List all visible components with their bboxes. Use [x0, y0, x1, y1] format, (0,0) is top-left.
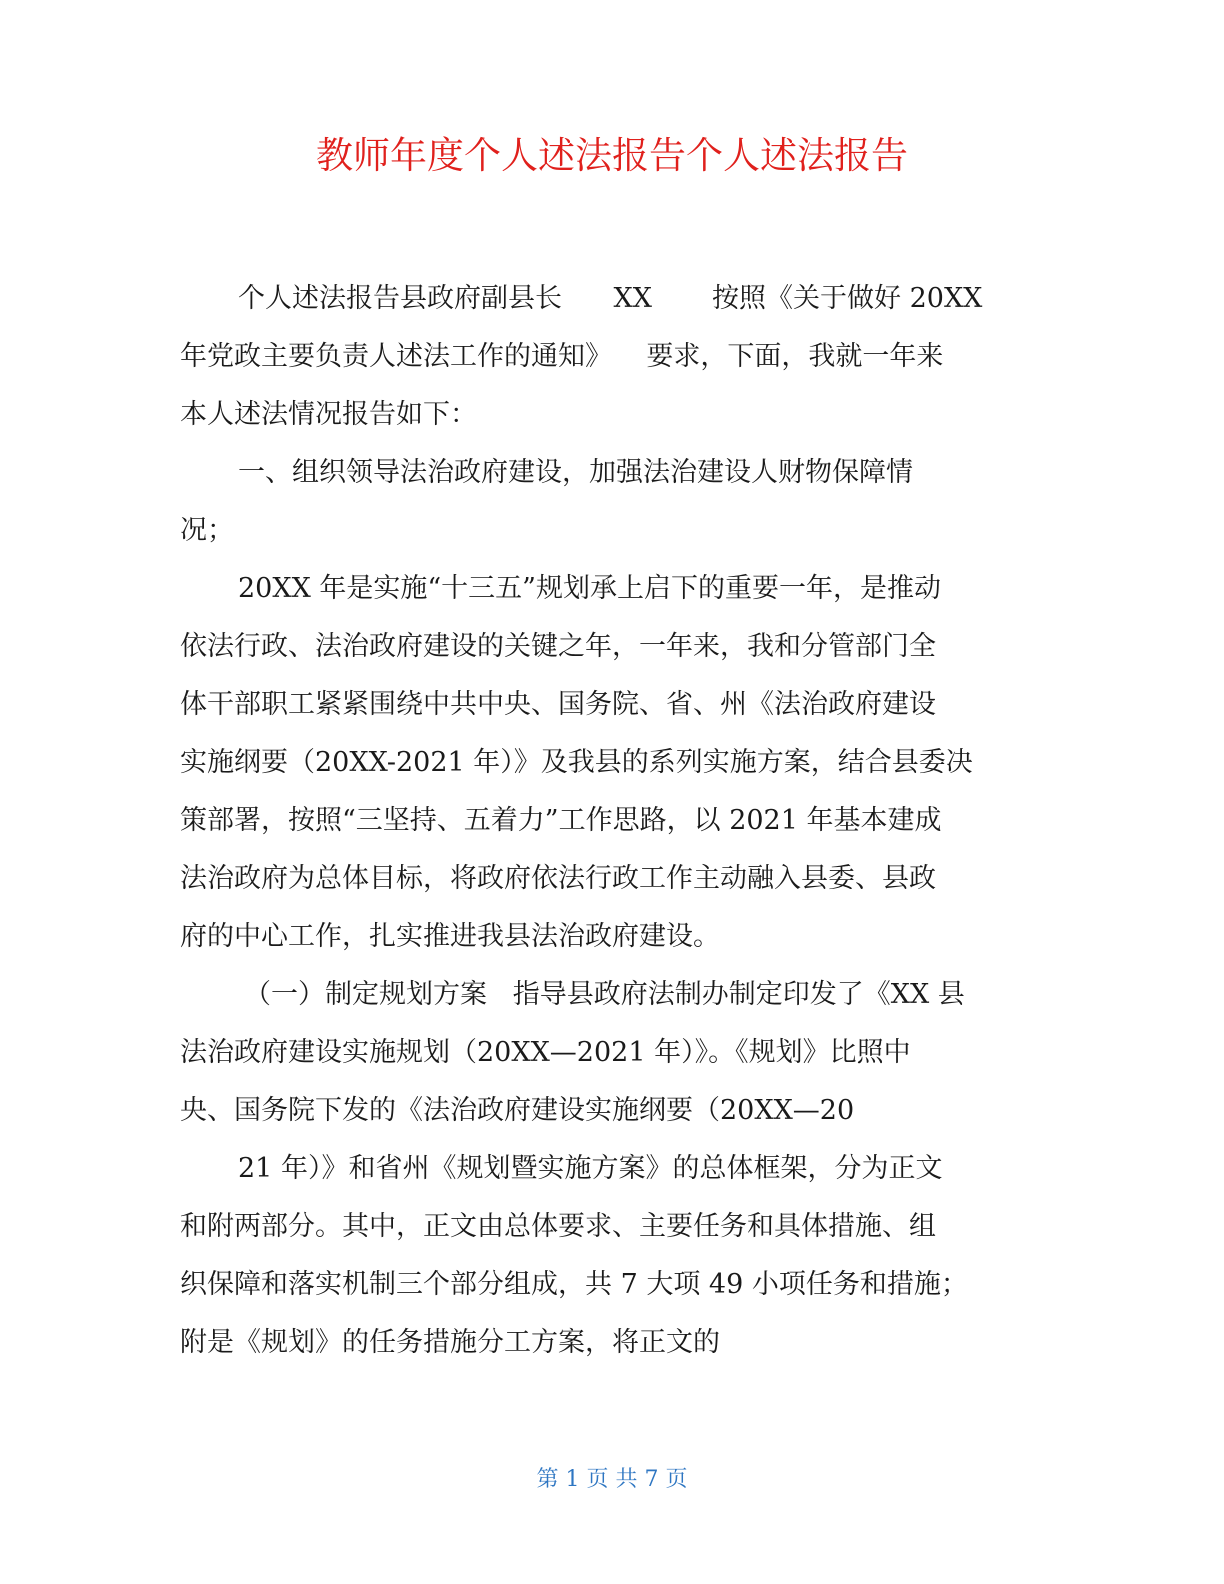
paragraph-line: 法治政府为总体目标，将政府依法行政工作主动融入县委、县政 [180, 863, 936, 894]
paragraph-line: 织保障和落实机制三个部分组成，共 7 大项 49 小项任务和措施； [180, 1269, 968, 1300]
paragraph-line: 和附两部分。其中，正文由总体要求、主要任务和具体措施、组 [180, 1211, 936, 1242]
paragraph-line: 21 年）》和省州《规划暨实施方案》的总体框架，分为正文 [238, 1153, 943, 1184]
paragraph-line: 况； [180, 515, 234, 546]
paragraph-line: 20XX 年是实施“十三五”规划承上启下的重要一年，是推动 [238, 573, 941, 604]
page-number: 第 1 页 共 7 页 [536, 1467, 688, 1492]
document-title: 教师年度个人述法报告个人述法报告 [316, 134, 908, 177]
paragraph-line: 实施纲要（20XX-2021 年）》及我县的系列实施方案，结合县委决 [180, 747, 973, 778]
paragraph-line: 策部署，按照“三坚持、五着力”工作思路，以 2021 年基本建成 [180, 805, 942, 836]
paragraph-line: 一、组织领导法治政府建设，加强法治建设人财物保障情 [238, 457, 913, 488]
paragraph-line: （一）制定规划方案 指导县政府法制办制定印发了《XX 县 [244, 979, 965, 1010]
paragraph-line: 府的中心工作，扎实推进我县法治政府建设。 [180, 921, 720, 952]
paragraph-line: 体干部职工紧紧围绕中共中央、国务院、省、州《法治政府建设 [180, 689, 936, 720]
paragraph-line: 个人述法报告县政府副县长 XX 按照《关于做好 20XX [238, 283, 983, 314]
paragraph-line: 本人述法情况报告如下： [180, 399, 477, 430]
paragraph-line: 央、国务院下发的《法治政府建设实施纲要（20XX—20 [180, 1095, 855, 1126]
paragraph-line: 附是《规划》的任务措施分工方案，将正文的 [180, 1327, 720, 1358]
paragraph-line: 年党政主要负责人述法工作的通知》 要求，下面，我就一年来 [180, 341, 944, 372]
paragraph-line: 依法行政、法治政府建设的关键之年，一年来，我和分管部门全 [180, 631, 936, 662]
paragraph-line: 法治政府建设实施规划（20XX—2021 年）》。《规划》比照中 [180, 1037, 911, 1068]
document-body [180, 270, 1040, 1372]
